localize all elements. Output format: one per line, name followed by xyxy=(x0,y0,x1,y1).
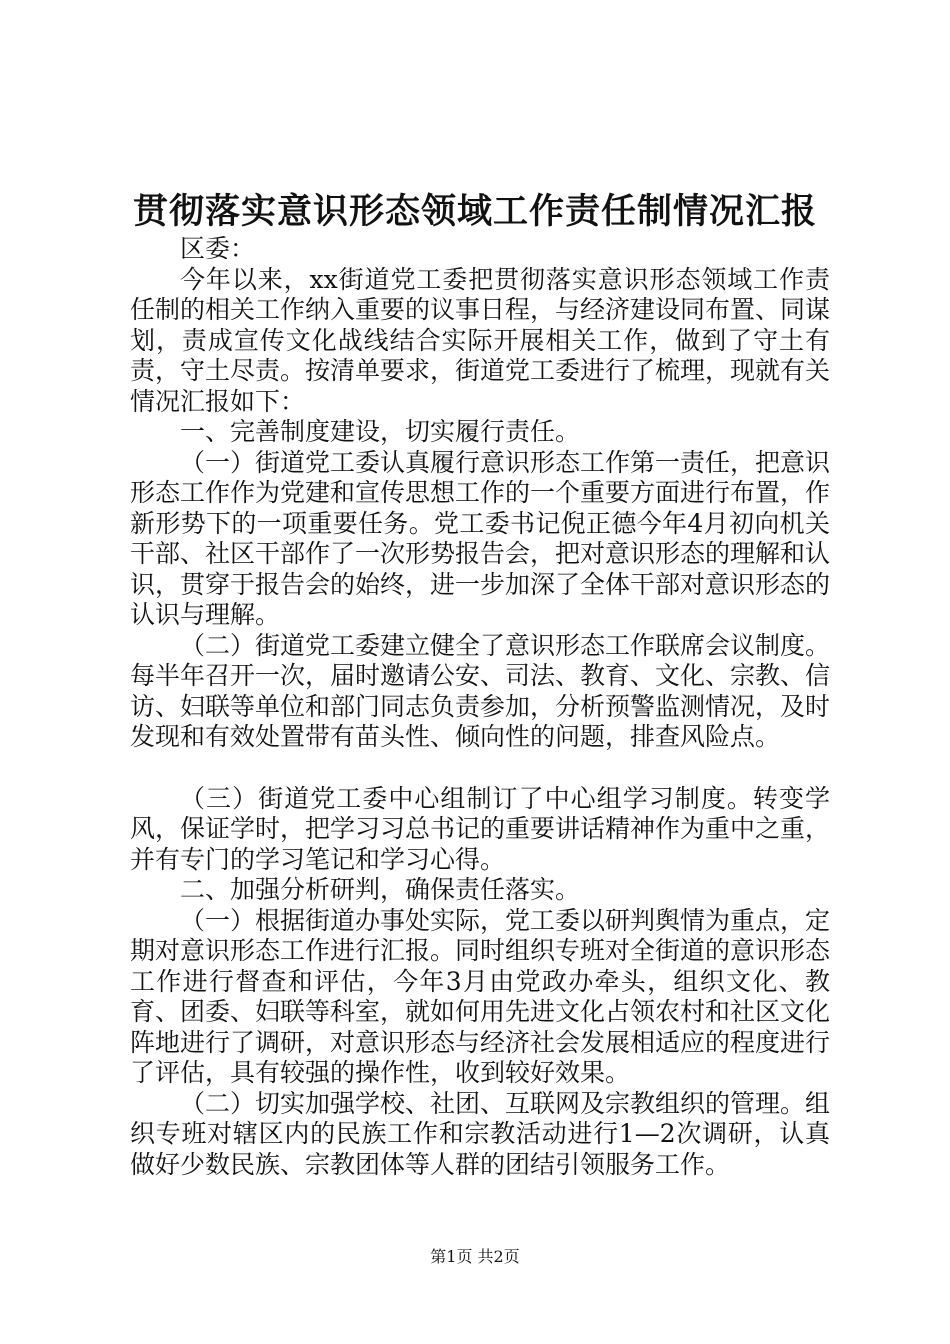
paragraph-1-2: （二）街道党工委建立健全了意识形态工作联席会议制度。每半年召开一次，届时邀请公安、司法、教育、文化、宗教、信访、妇联等单位和部门同志负责参加，分析预警监测情况，及时发现和有效处置带有苗头性、倾向性的问题，排查风险点。 xyxy=(130,630,831,751)
section-heading-2: 二、加强分析研判，确保责任落实。 xyxy=(180,875,581,904)
document-title: 贯彻落实意识形态领域工作责任制情况汇报 xyxy=(132,191,817,232)
paragraph-2-1: （一）根据街道办事处实际，党工委以研判舆情为重点，定期对意识形态工作进行汇报。同时组织专班对全街道的意识形态工作进行督查和评估，今年3月由党政办牵头，组织文化、教育、团委、妇联等科室，就如何用先进文化占领农村和社区文化阵地进行了调研，对意识形态与经济社会发展相适应的程度进行了评估，具有较强的操作性，收到较好效果。 xyxy=(130,905,831,1087)
paragraph-intro: 今年以来，xx街道党工委把贯彻落实意识形态领域工作责任制的相关工作纳入重要的议事日程，与经济建设同布置、同谋划，责成宣传文化战线结合实际开展相关工作，做到了守土有责，守土尽责。按清单要求，街道党工委进行了梳理，现就有关情况汇报如下： xyxy=(130,264,831,416)
paragraph-2-2: （二）切实加强学校、社团、互联网及宗教组织的管理。组织专班对辖区内的民族工作和宗教活动进行1—2次调研，认真做好少数民族、宗教团体等人群的团结引领服务工作。 xyxy=(130,1088,831,1179)
page-number: 第1页 共2页 xyxy=(430,1247,520,1266)
document-body xyxy=(130,234,830,1180)
section-heading-1: 一、完善制度建设，切实履行责任。 xyxy=(180,417,581,446)
paragraph-1-3: （三）街道党工委中心组制订了中心组学习制度。转变学风，保证学时，把学习习总书记的重要讲话精神作为重中之重，并有专门的学习笔记和学习心得。 xyxy=(130,783,831,874)
salutation: 区委： xyxy=(180,234,256,263)
paragraph-1-1: （一）街道党工委认真履行意识形态工作第一责任，把意识形态工作作为党建和宣传思想工作的一个重要方面进行布置，作新形势下的一项重要任务。党工委书记倪正德今年4月初向机关干部、社区干部作了一次形势报告会，把对意识形态的理解和认识，贯穿于报告会的始终，进一步加深了全体干部对意识形态的认识与理解。 xyxy=(130,447,831,629)
